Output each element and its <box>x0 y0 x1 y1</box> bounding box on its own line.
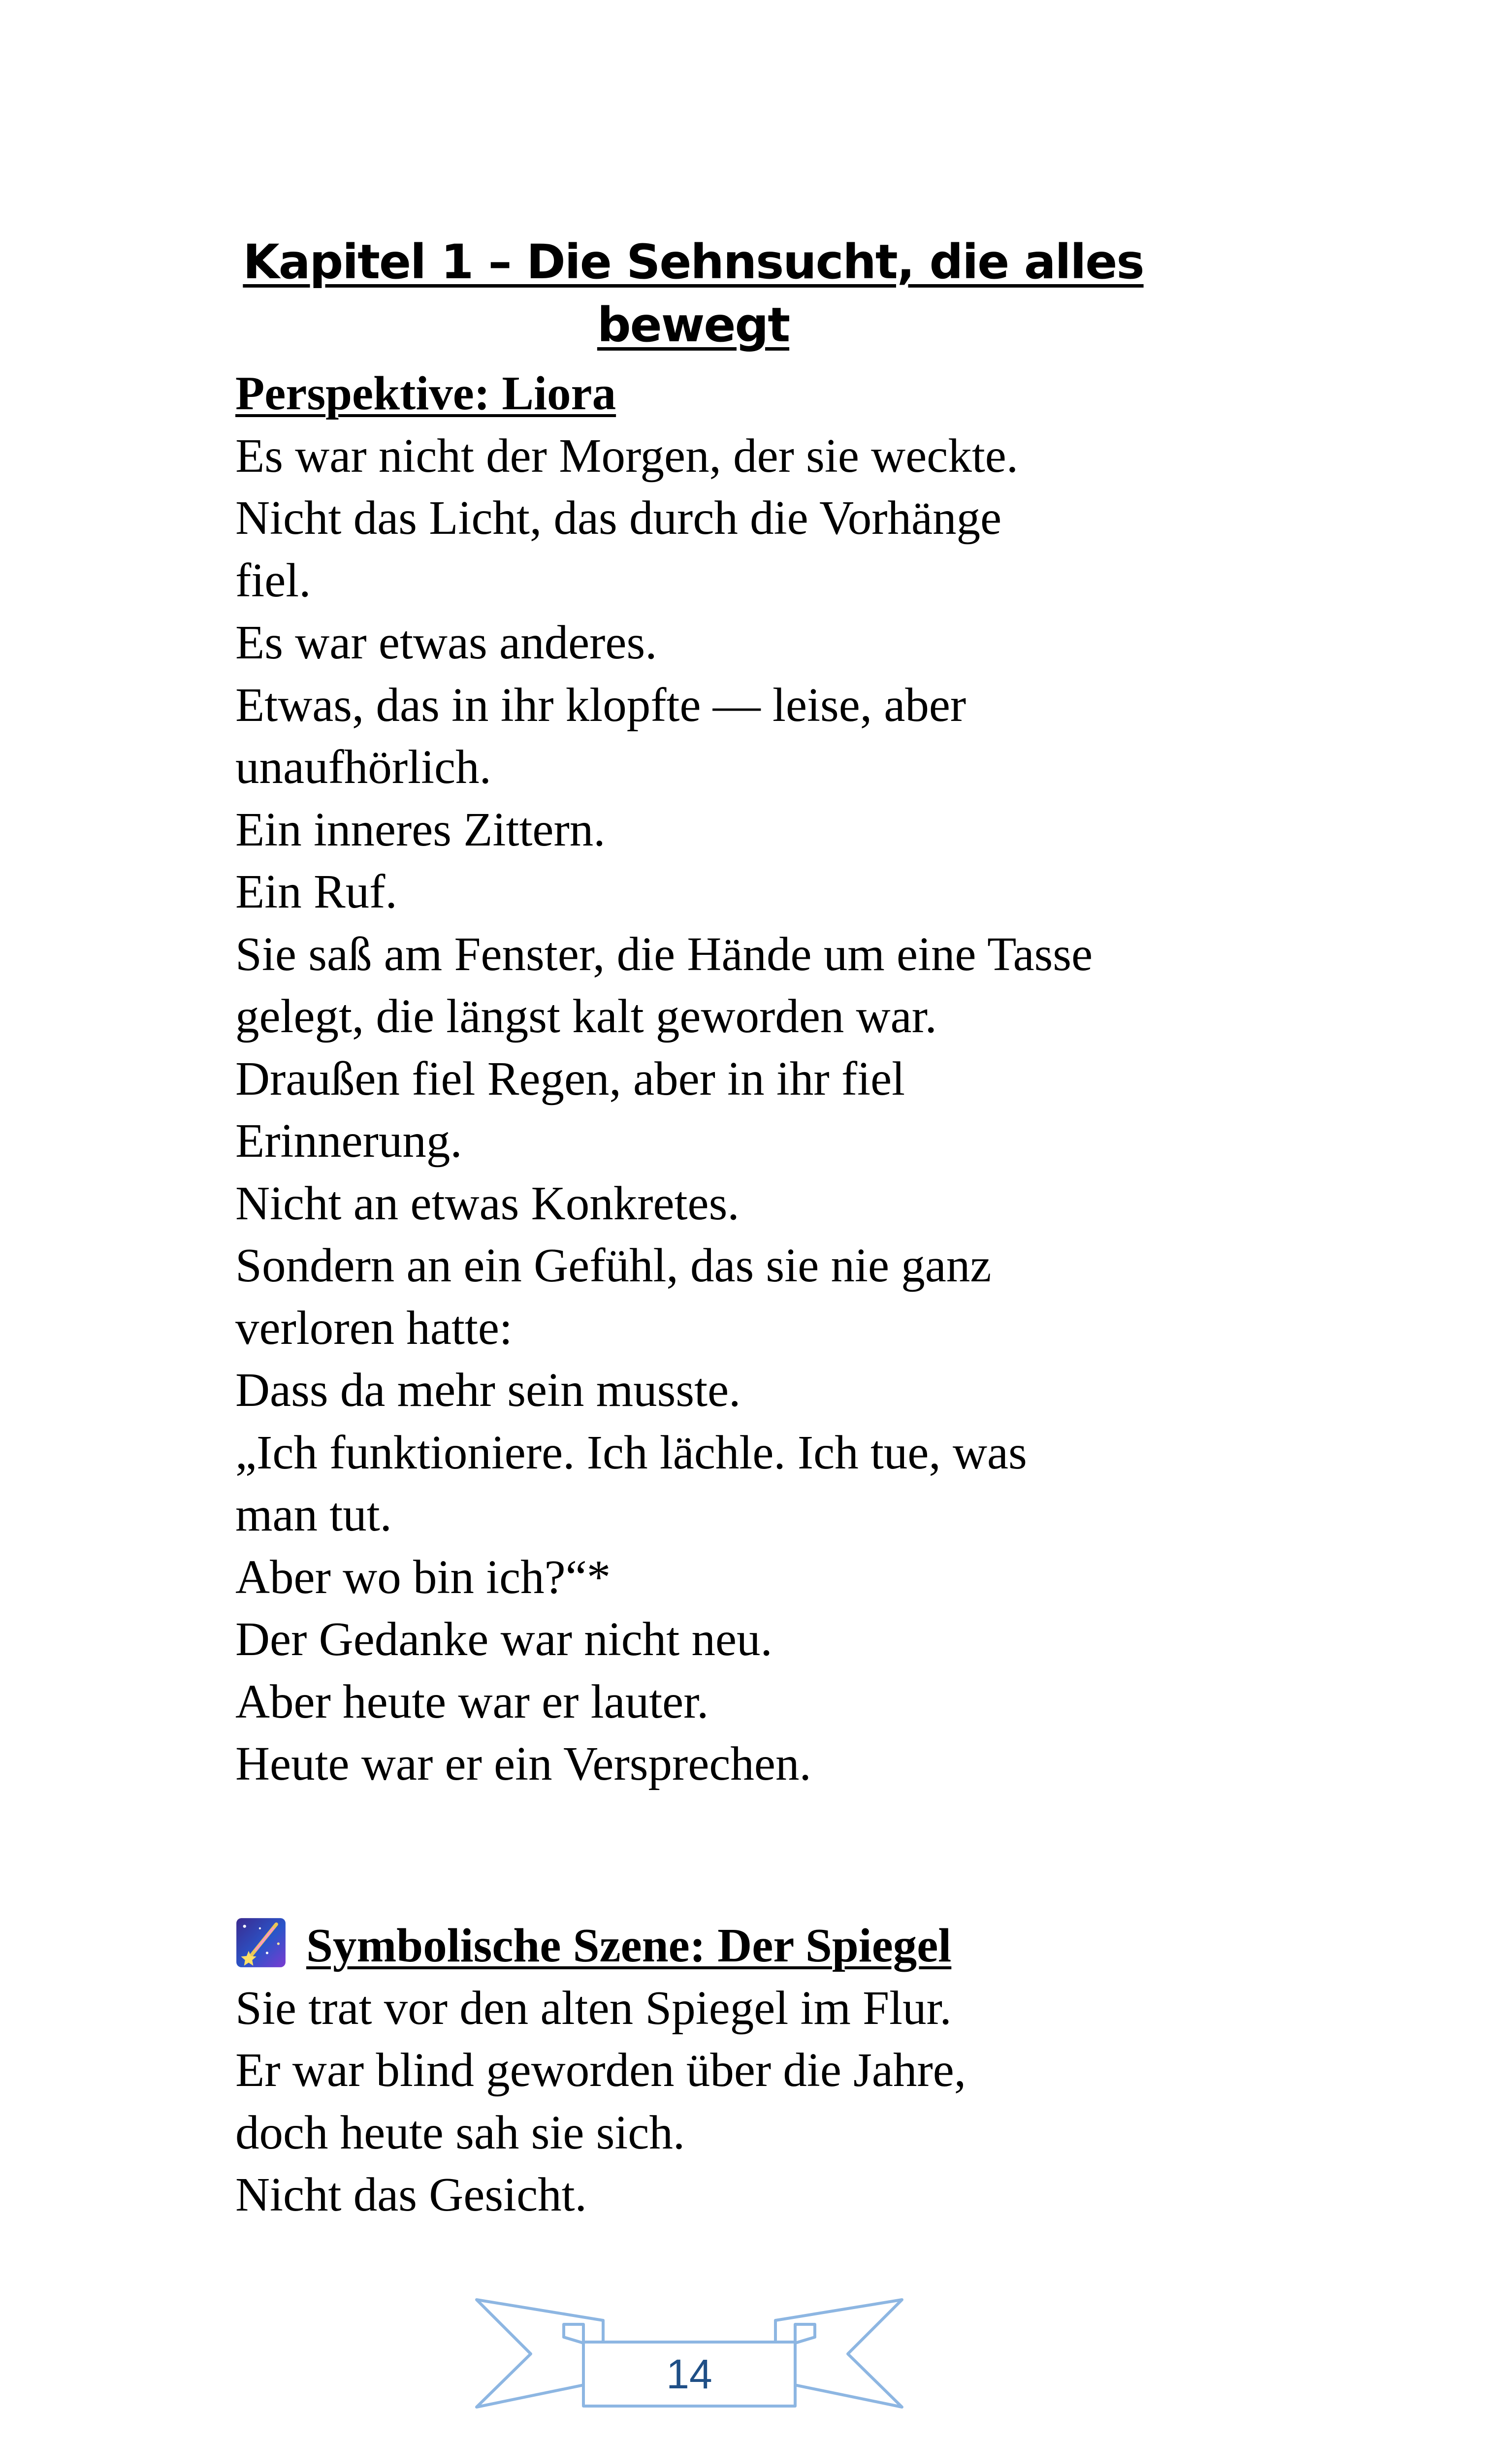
section-mirror-scene <box>235 1915 1171 2226</box>
section-perspective <box>235 362 1171 1795</box>
text-line: Sie trat vor den alten Spiegel im Flur. <box>235 1981 952 2034</box>
text-line: fiel. <box>235 554 311 607</box>
page-number: 14 <box>666 2351 712 2397</box>
text-line: Etwas, das in ihr klopfte — leise, aber <box>235 678 966 731</box>
text-line: Es war nicht der Morgen, der sie weckte. <box>235 429 1019 482</box>
text-line: Sie saß am Fenster, die Hände um eine Tasse <box>235 927 1093 980</box>
text-line: unaufhörlich. <box>235 741 491 793</box>
section-heading-row <box>235 1915 1171 1977</box>
scene-heading: Symbolische Szene: Der Spiegel <box>306 1919 952 1972</box>
text-line: Der Gedanke war nicht neu. <box>235 1613 772 1665</box>
text-line: Aber heute war er lauter. <box>235 1675 709 1728</box>
text-line: „Ich funktioniere. Ich lächle. Ich tue, was <box>235 1426 1027 1479</box>
text-line: Aber wo bin ich?“* <box>235 1550 611 1603</box>
text-line: Dass da mehr sein musste. <box>235 1364 741 1416</box>
text-line: Nicht an etwas Konkretes. <box>235 1176 740 1230</box>
text-line: Es war etwas anderes. <box>235 616 657 669</box>
shooting-star-emoji-icon <box>235 1917 287 1968</box>
chapter-title <box>235 230 1151 357</box>
text-line: Nicht das Gesicht. <box>235 2168 587 2221</box>
text-line: Er war blind geworden über die Jahre, <box>235 2044 966 2096</box>
text-line: Ein inneres Zittern. <box>235 803 606 856</box>
text-line: Nicht das Licht, das durch die Vorhänge <box>235 491 1002 544</box>
section-heading: Perspektive: Liora <box>235 367 616 420</box>
text-line: man tut. <box>235 1488 392 1541</box>
text-line: Sondern an ein Gefühl, das sie nie ganz <box>235 1239 992 1292</box>
text-line: doch heute sah sie sich. <box>235 2106 685 2159</box>
text-line: verloren hatte: <box>235 1301 513 1354</box>
chapter-title-line-2: bewegt <box>597 297 790 353</box>
text-line: Erinnerung. <box>235 1114 462 1167</box>
text-line: Ein Ruf. <box>235 865 397 918</box>
chapter-title-line-1: Kapitel 1 – Die Sehnsucht, die alles <box>243 234 1144 290</box>
text-line: Heute war er ein Versprechen. <box>235 1737 811 1790</box>
text-line: Draußen fiel Regen, aber in ihr fiel <box>235 1052 905 1105</box>
text-line: gelegt, die längst kalt geworden war. <box>235 990 937 1042</box>
